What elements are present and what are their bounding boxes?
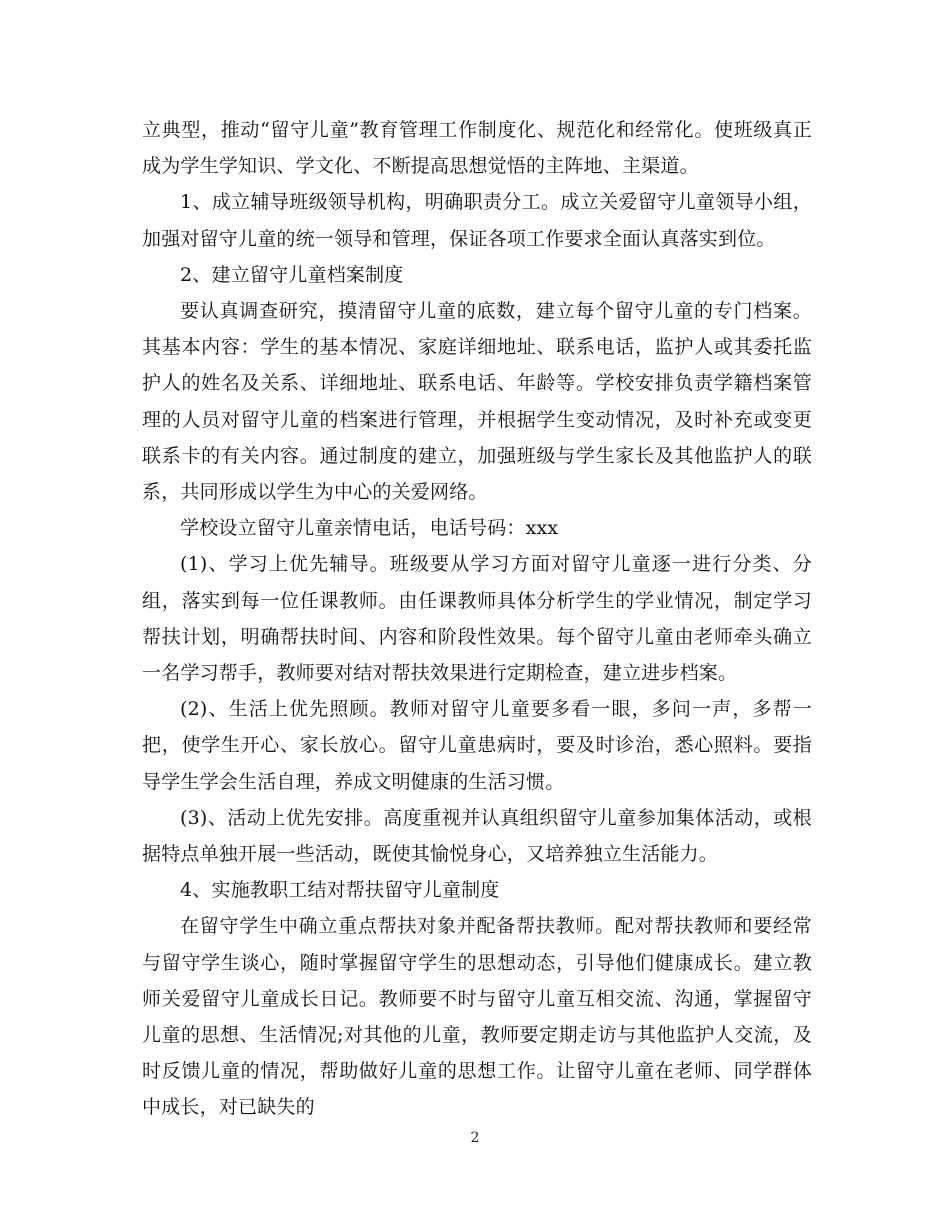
- paragraph-item-2-heading: 2、建立留守儿童档案制度: [180, 263, 404, 286]
- paragraph-life-priority: (2)、生活上优先照顾。教师对留守儿童要多看一眼，多问一声，多帮一把，使学生开心、家长放心。留守儿童患病时，要及时诊治，悉心照料。要指导学生学会生活自理，养成文明健康的生活习惯。: [142, 698, 812, 793]
- paragraph-archive-details: 要认真调查研究，摸清留守儿童的底数，建立每个留守儿童的专门档案。其基本内容：学生的基本情况、家庭详细地址、联系电话，监护人或其委托监护人的姓名及关系、详细地址、联系电话、年龄等。学校安排负责学籍档案管理的人员对留守儿童的档案进行管理，并根据学生变动情况，及时补充或变更联系卡的有关内容。通过制度的建立，加强班级与学生家长及其他监护人的联系，共同形成以学生为中心的关爱网络。: [142, 300, 812, 504]
- paragraph-item-1-leadership: 1、成立辅导班级领导机构，明确职责分工。成立关爱留守儿童领导小组，加强对留守儿童的统一领导和管理，保证各项工作要求全面认真落实到位。: [142, 191, 812, 250]
- paragraph-intro-continuation: 立典型，推动“留守儿童”教育管理工作制度化、规范化和经常化。使班级真正成为学生学知识、学文化、不断提高思想觉悟的主阵地、主渠道。: [142, 119, 812, 178]
- paragraph-study-priority: (1)、学习上优先辅导。班级要从学习方面对留守儿童逐一进行分类、分组，落实到每一位任课教师。由任课教师具体分析学生的学业情况，制定学习帮扶计划，明确帮扶时间、内容和阶段性效果。每个留守儿童由老师牵头确立一名学习帮手，教师要对结对帮扶效果进行定期检查，建立进步档案。: [142, 553, 812, 685]
- paragraph-item-4-heading: 4、实施教职工结对帮扶留守儿童制度: [180, 879, 500, 902]
- paragraph-pairing-details: 在留守学生中确立重点帮扶对象并配备帮扶教师。配对帮扶教师和要经常与留守学生谈心，随时掌握留守学生的思想动态，引导他们健康成长。建立教师关爱留守儿童成长日记。教师要不时与留守儿童互相交流、沟通，掌握留守儿童的思想、生活情况;对其他的儿童，教师要定期走访与其他监护人交流，及时反馈儿童的情况，帮助做好儿童的思想工作。让留守儿童在老师、同学群体中成长，对已缺失的: [142, 915, 812, 1119]
- document-body: [142, 112, 812, 1126]
- paragraph-activity-priority: (3)、活动上优先安排。高度重视并认真组织留守儿童参加集体活动，或根据特点单独开展一些活动，既使其愉悦身心，又培养独立生活能力。: [142, 806, 812, 866]
- page-number: 2: [470, 1130, 480, 1146]
- paragraph-hotline: 学校设立留守儿童亲情电话，电话号码：xxx: [180, 517, 559, 540]
